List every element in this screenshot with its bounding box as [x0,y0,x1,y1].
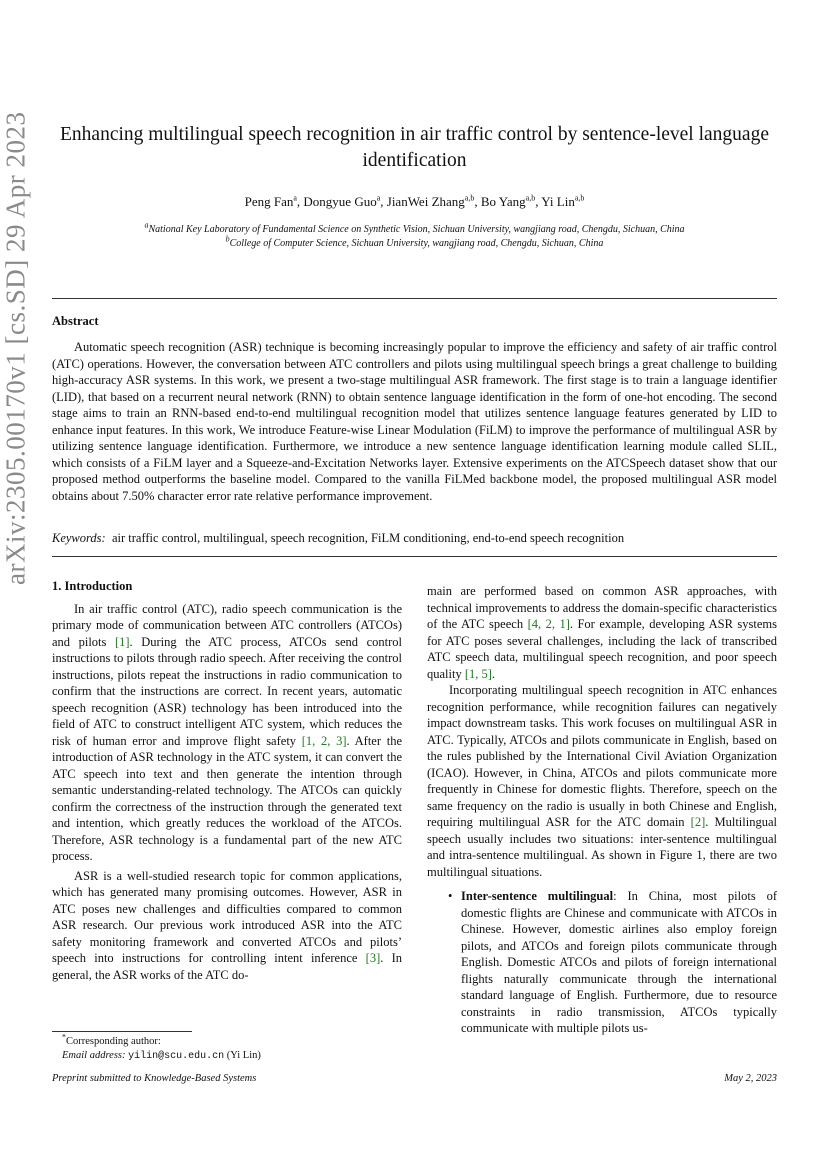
email-link[interactable]: yilin@scu.edu.cn [128,1051,225,1062]
affiliations [52,220,777,251]
keywords [52,531,777,546]
author: Bo Yang [480,194,526,209]
paragraph: ASR is a well-studied research topic for common applications, which has generated many promising outcomes. However, ASR in ATC poses new challenges and difficulties compared to common ASR research. Our previous work introduced ASR into the ATC safety monitoring framework and converted ATCOs and pilots’ speech into instructions for controlling intent inference [3]. In general, the ASR works of the ATC do- [52,868,403,982]
author: Yi Lin [541,194,575,209]
bullet-icon: • [448,889,453,903]
abstract-text: Automatic speech recognition (ASR) technique is becoming increasingly popular to improve the efficiency and safety of air traffic control (ATC) operations. However, the conversation between ATC controllers and pilots using multilingual speech brings a great challenge to building high-accuracy ASR systems. In this work, we present a two-stage multilingual ASR framework. The first stage is to train a language identifier (LID), that based on a recurrent neural network (RNN) to obtain sentence language identification in the form of one-hot encoding. The second stage aims to train an RNN-based end-to-end multilingual recognition model that utilizes sentence language features generated by LID to enhance input features. In this work, We introduce Feature-wise Linear Modulation (FiLM) to improve the performance of multilingual ASR by utilizing sentence language identification. Furthermore, we introduce a new sentence language identification learning module called SLIL, which consists of a FiLM layer and a Squeeze-and-Excitation Networks layer. Extensive experiments on the ATCSpeech dataset show that our proposed method outperforms the baseline model. Compared to the vanilla FiLMed backbone model, the proposed multilingual ASR model obtains about 7.50% character error rate relative performance improvement. [52,340,777,503]
paragraph: main are performed based on common ASR approaches, with technical improvements to address the domain-specific characteristics of the ATC speech [4, 2, 1]. For example, developing ASR systems for ATC poses several challenges, including the lack of transcribed ATC speech data, multilingual speech recognition, and poor speech quality [1, 5]. [427,584,777,681]
footnote: *Corresponding author: Email address: yilin@scu.edu.cn (Yi Lin) [62,1032,261,1062]
affiliation-a: $^a$National Key Laboratory of Fundamental Science on Synthetic Vision, Sichuan University, wangjiang road, Chengdu, Sichuan, China [144,220,685,235]
author-list: Peng Fan$^a$, Dongyue Guo$^a$, JianWei Zhang$^{a,b}$, Bo Yang$^{a,b}$, Yi Lin$^{a,b}$ [244,193,585,209]
paper-title: Enhancing multilingual speech recognition in air traffic control by sentence-level language identification [60,124,769,171]
list-item: • Inter-sentence multilingual: In China, most pilots of domestic flights are Chinese and communicate with ATCOs in Chinese. However, domestic airlines also employ foreign pilots, and ATCOs and foreign pilots communicate through English. Domestic ATCOs and pilots of foreign international flights naturally communicate through the international standard language of English. Furthermore, due to resource constraints in radio transmission, ATCOs typically communicate with multiple pilots us- [448,889,778,1035]
citation-link[interactable]: [3] [365,951,381,965]
section-heading: 1. Introduction [52,579,133,593]
keywords-label: Keywords: [52,531,106,545]
citation-link[interactable]: [1, 5] [464,666,492,681]
keywords-text: air traffic control, multilingual, speech recognition, FiLM conditioning, end-to-end speech recognition [111,531,625,545]
author: Peng Fan [244,194,294,209]
bullet-list [427,888,777,1037]
paragraph: In air traffic control (ATC), radio speech communication is the primary mode of communication between ATC controllers (ATCOs) and pilots [1]. During the ATC process, ATCOs send control instructions to pilots through radio speech. After receiving the control instructions, pilots repeat the instructions in radio communication to confirm that the instructions are correct. In recent years, automatic speech recognition (ASR) technology has been introduced into the field of ATC to construct intelligent ATC system, which reduces the risk of human error and improve flight safety [1, 2, 3]. After the introduction of ASR technology in the ATC system, it can convert the ATC speech into text and then generate the intention through semantic understanding-related technology. The ATCOs can quickly confirm the correctness of the instruction through the generated text and intention, which greatly reduces the workload of the ATCOs. Therefore, ASR technology is a fundamental part of the new ATC process. [52,601,402,863]
affiliation-b: $^b$College of Computer Science, Sichuan University, wangjiang road, Chengdu, Sichuan, China [225,234,604,249]
author: Dongyue Guo [303,194,377,209]
paragraph: Incorporating multilingual speech recognition in ATC enhances recognition performance, while recognition failures can negatively impact downstream tasks. This work focuses on multilingual ASR in ATC. Typically, ATCOs and pilots communicate in English, based on the rules published by the International Civil Aviation Organization (ICAO). However, in China, ATCOs and pilots communicate more frequently in Chinese for domestic flights. Therefore, speech on the same frequency on the radio is usually in both Chinese and English, requiring multilingual ASR for the ATC domain [2]. Multilingual speech usually includes two situations: inter-sentence multilingual and intra-sentence multilingual. As shown in Figure 1, there are two multilingual situations. [427,683,777,879]
citation-link[interactable]: [2] [690,815,706,829]
keywords-rule [52,556,777,557]
footer-date: May 2, 2023 [724,1073,777,1084]
column-left [52,578,402,983]
footnote-rule [52,1031,192,1032]
abstract-heading: Abstract [52,314,99,328]
citation-link[interactable]: [4, 2, 1] [527,617,570,631]
author: JianWei Zhang [386,194,465,209]
citation-link[interactable]: [1] [114,634,130,649]
footer-journal: Preprint submitted to Knowledge-Based Systems [52,1073,257,1084]
citation-link[interactable]: [1, 2, 3] [301,733,347,748]
column-right [427,583,777,1037]
top-rule [52,298,777,299]
